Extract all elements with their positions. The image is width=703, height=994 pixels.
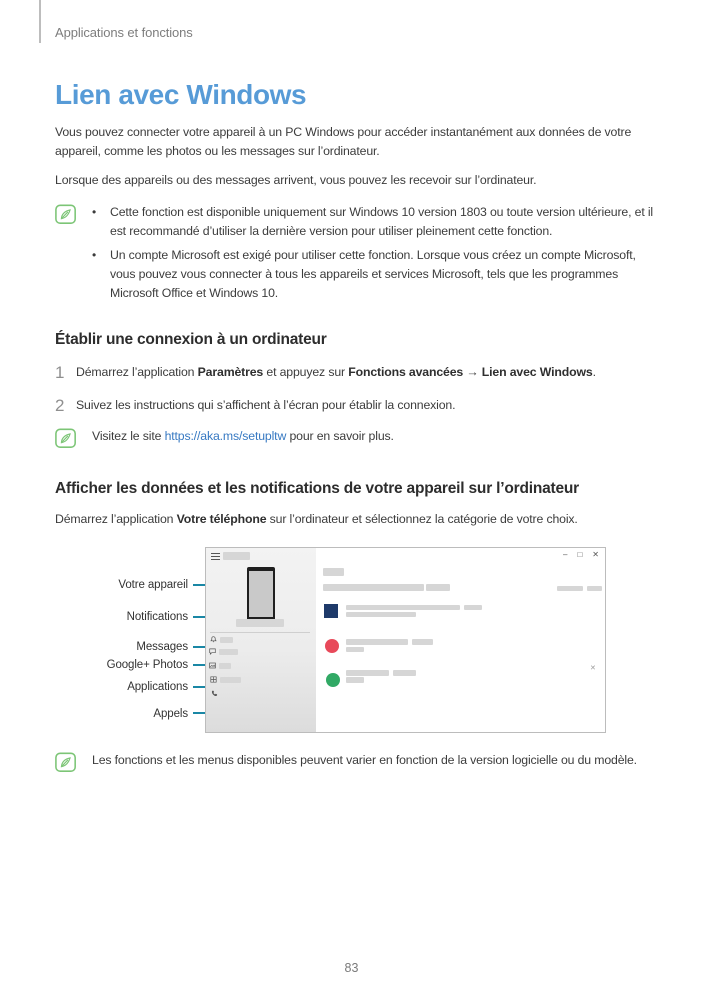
step-number: 1: [55, 363, 65, 382]
note-bullet-item: [92, 246, 657, 303]
note-block-variation: [55, 751, 657, 773]
notification-text-placeholder: [393, 670, 416, 676]
section-heading-connection: Établir une connexion à un ordinateur: [55, 331, 327, 348]
messages-bubble-icon: [209, 648, 216, 655]
step-1: [55, 363, 657, 382]
sidebar-divider: [210, 632, 310, 633]
content-title-placeholder: [323, 568, 344, 576]
menu-hamburger-icon: [211, 553, 220, 560]
notifications-label-placeholder: [220, 637, 233, 643]
window-controls: [563, 550, 599, 560]
applications-label-placeholder: [220, 677, 241, 683]
calls-phone-icon: [211, 690, 218, 697]
intro-paragraph-2: Lorsque des appareils ou des messages arrivent, vous pouvez les recevoir sur l’ordinateur.: [55, 173, 537, 187]
step-number: 2: [55, 396, 65, 415]
toolbar-placeholder: [587, 586, 602, 591]
page-title: Lien avec Windows: [55, 79, 307, 110]
section2-paragraph: [55, 510, 657, 529]
note-text-segment: pour en savoir plus.: [286, 429, 394, 443]
notification-app-tile: [324, 604, 338, 618]
maximize-icon: □: [577, 550, 583, 559]
step-text: [76, 363, 596, 382]
notification-text-placeholder: [464, 605, 482, 610]
notification-text-placeholder: [346, 639, 408, 645]
note-pencil-icon: [55, 752, 77, 773]
notification-red-avatar: [325, 639, 339, 653]
note-pencil-icon: [55, 428, 77, 449]
note-pencil-icon: [55, 204, 77, 225]
running-head: Applications et fonctions: [55, 25, 193, 40]
close-icon: ✕: [592, 550, 599, 559]
note-block-link: [55, 427, 657, 449]
note-block-requirements: [55, 203, 657, 303]
your-phone-app-window: [205, 547, 606, 733]
phone-illustration: [247, 567, 275, 621]
note-text-segment: Visitez le site: [92, 429, 165, 443]
messages-label-placeholder: [219, 649, 238, 655]
dismiss-notification-icon: ✕: [590, 665, 596, 672]
callout-label-messages: Messages: [136, 641, 188, 653]
step-text-segment: .: [592, 365, 596, 379]
step-text-segment: et appuyez sur: [263, 365, 349, 379]
notifications-bell-icon: [210, 636, 217, 643]
notification-text-placeholder: [346, 670, 389, 676]
phone-name-placeholder: [236, 619, 284, 627]
content-subtitle-placeholder: [426, 584, 450, 591]
your-phone-app-figure: [0, 545, 703, 737]
paragraph-segment: sur l’ordinateur et sélectionnez la catégorie de votre choix.: [266, 512, 578, 526]
note-body: [92, 427, 657, 446]
callout-label-notifications: Notifications: [126, 611, 188, 623]
callout-label-calls: Appels: [153, 708, 188, 720]
bullet-dot: •: [92, 205, 97, 219]
note-body: [92, 203, 657, 303]
app-sidebar: [206, 548, 316, 732]
setup-link[interactable]: https://aka.ms/setupltw: [164, 429, 287, 443]
notification-text-placeholder: [346, 677, 364, 683]
photos-image-icon: [209, 662, 216, 669]
step-2: [55, 396, 657, 415]
bold-advanced-features: Fonctions avancées: [348, 365, 464, 379]
sidebar-title-placeholder: [223, 552, 250, 560]
notification-text-placeholder: [412, 639, 433, 645]
note-body: Les fonctions et les menus disponibles peuvent varier en fonction de la version logicielle ou du modèle.: [92, 753, 637, 767]
step-text: Suivez les instructions qui s’affichent à l’écran pour établir la connexion.: [76, 398, 456, 412]
section-heading-view-data: Afficher les données et les notifications de votre appareil sur l’ordinateur: [55, 480, 579, 497]
note-bullet-text: Un compte Microsoft est exigé pour utiliser cette fonction. Lorsque vous créez un compte Microsoft, vous pouvez vous connecter à tous les appareils et services Microsoft, tels que les programmes Microsoft Office et Windows 10.: [110, 248, 636, 300]
callout-label-device: Votre appareil: [118, 579, 188, 591]
notification-green-avatar: [326, 673, 340, 687]
step-text-segment: Démarrez l’application: [76, 365, 198, 379]
notification-text-placeholder: [346, 647, 364, 652]
running-head-rule: [39, 0, 41, 43]
note-bullet-text: Cette fonction est disponible uniquement sur Windows 10 version 1803 ou toute version ultérieure, et il est recommandé d’utiliser la dernière version pour utiliser pleinement cette fonction.: [110, 205, 654, 238]
bold-your-phone-app: Votre téléphone: [176, 512, 267, 526]
applications-grid-icon: [210, 676, 217, 683]
intro-paragraph-1: Vous pouvez connecter votre appareil à un PC Windows pour accéder instantanément aux données de votre appareil, comme les photos ou les messages sur l’ordinateur.: [55, 125, 632, 158]
callout-label-photos: Google+ Photos: [106, 659, 188, 671]
bold-settings-app: Paramètres: [197, 365, 264, 379]
note-bullet-item: [92, 203, 657, 241]
arrow-separator: →: [463, 365, 482, 379]
content-subtitle-placeholder: [323, 584, 424, 591]
callout-label-applications: Applications: [127, 681, 188, 693]
notification-text-placeholder: [346, 605, 460, 610]
photos-label-placeholder: [219, 663, 231, 669]
toolbar-placeholder: [557, 586, 583, 591]
minimize-icon: –: [563, 550, 568, 559]
bold-link-to-windows: Lien avec Windows: [481, 365, 593, 379]
page-number: 83: [344, 961, 359, 975]
paragraph-segment: Démarrez l’application: [55, 512, 177, 526]
bullet-dot: •: [92, 248, 97, 262]
notification-text-placeholder: [346, 612, 416, 617]
